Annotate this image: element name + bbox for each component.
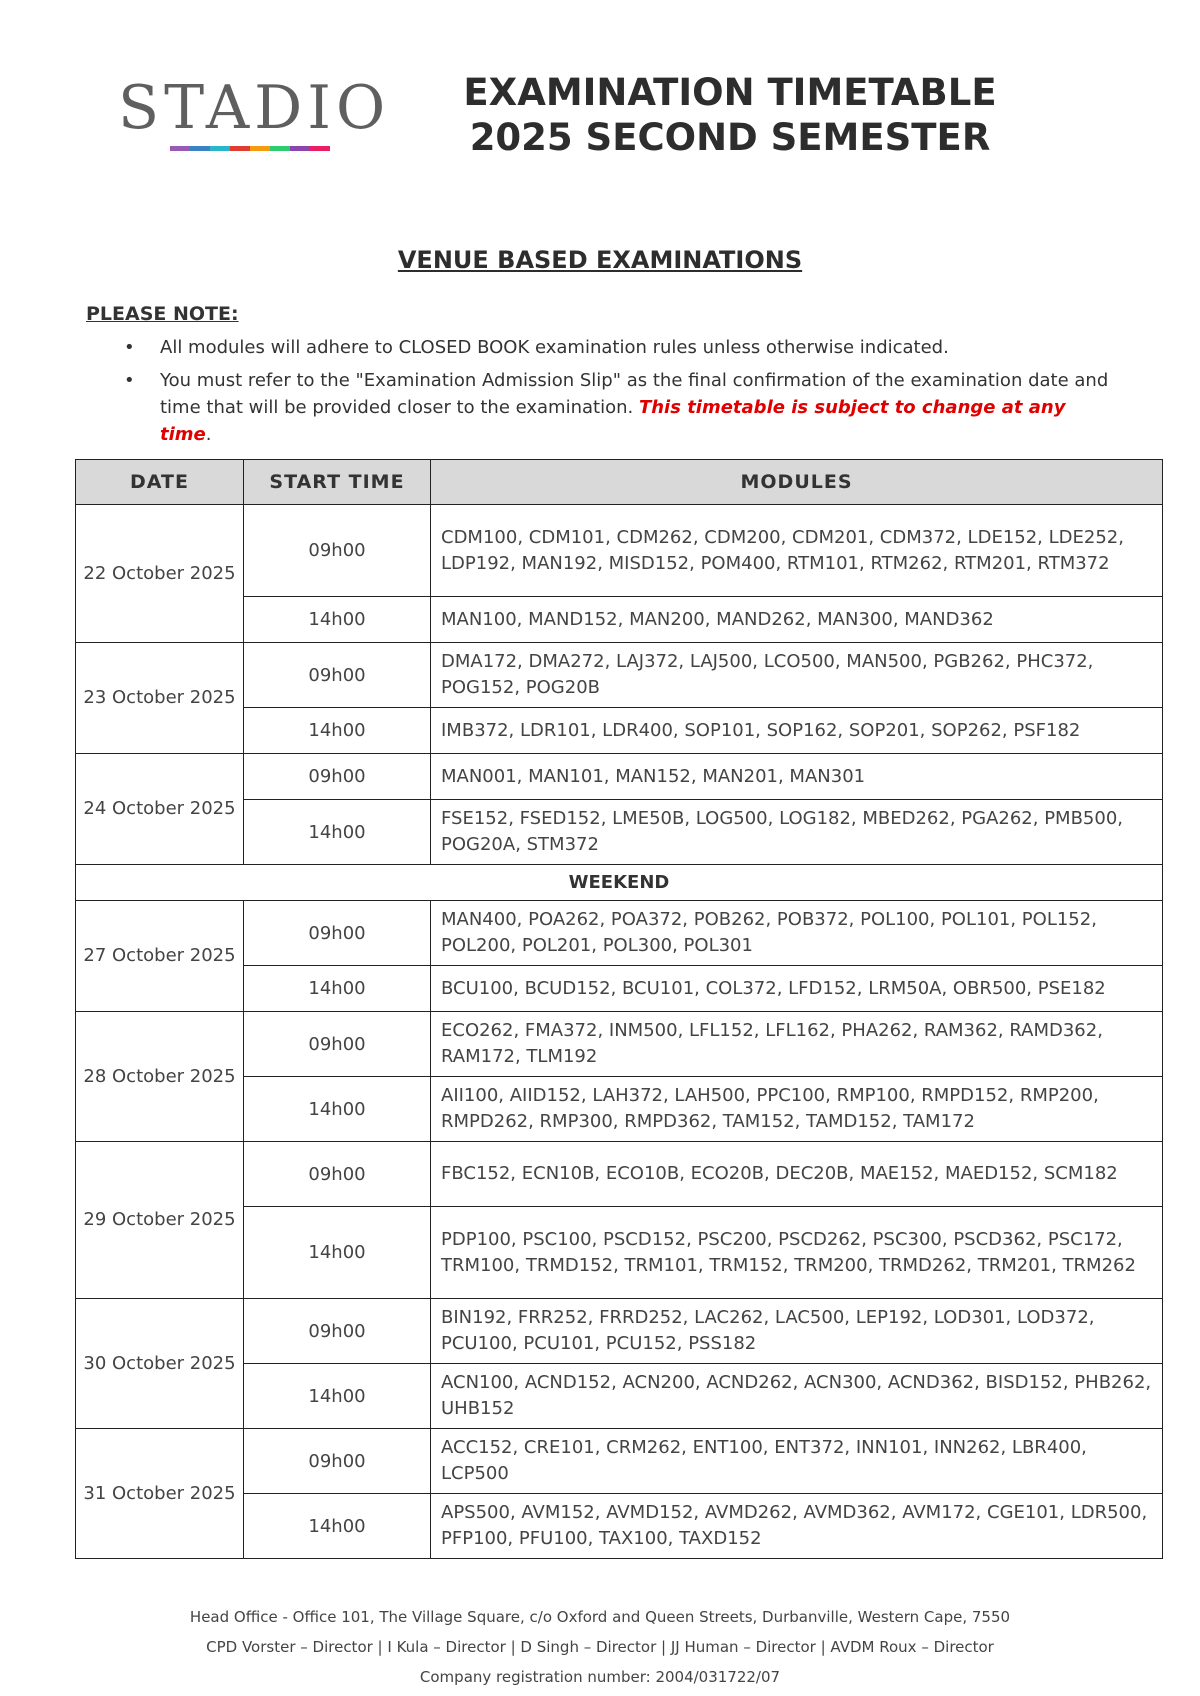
note-list [120,334,1120,454]
venue-heading: VENUE BASED EXAMINATIONS [397,246,803,274]
module-list: BCU100, BCUD152, BCU101, COL372, LFD152, LRM50A, OBR500, PSE182 [431,966,1163,1012]
module-list: APS500, AVM152, AVMD152, AVMD262, AVMD362, AVM172, CGE101, LDR500, PFP100, PFU100, TAX100, TAXD152 [431,1494,1163,1559]
start-time: 09h00 [244,1299,431,1364]
logo-color-segment [310,146,330,151]
module-list: MAN001, MAN101, MAN152, MAN201, MAN301 [431,754,1163,800]
logo-color-bar [170,146,390,151]
start-time: 14h00 [244,800,431,865]
logo-color-segment [250,146,270,151]
start-time: 14h00 [244,966,431,1012]
note-item-text: All modules will adhere to CLOSED BOOK examination rules unless otherwise indicated. [160,337,949,358]
footer [0,1602,1200,1692]
note-item-closed-book [120,334,1120,361]
exam-date: 27 October 2025 [76,901,244,1012]
footer-address: Head Office - Office 101, The Village Square, c/o Oxford and Queen Streets, Durbanville, Western Cape, 7550 [189,1608,1011,1626]
module-list: ACN100, ACND152, ACN200, ACND262, ACN300, ACND362, BISD152, PHB262, UHB152 [431,1364,1163,1429]
column-header-start-time: START TIME [244,460,431,505]
module-list: FSE152, FSED152, LME50B, LOG500, LOG182, MBED262, PGA262, PMB500, POG20A, STM372 [431,800,1163,865]
module-list: DMA172, DMA272, LAJ372, LAJ500, LCO500, MAN500, PGB262, PHC372, POG152, POG20B [431,643,1163,708]
exam-date: 31 October 2025 [76,1429,244,1559]
exam-date: 28 October 2025 [76,1012,244,1142]
stadio-logo [118,73,391,151]
exam-date: 29 October 2025 [76,1142,244,1299]
weekend-label: WEEKEND [76,865,1163,901]
exam-date: 30 October 2025 [76,1299,244,1429]
logo-color-segment [270,146,290,151]
start-time: 14h00 [244,1077,431,1142]
column-header-modules: MODULES [431,460,1163,505]
logo-color-segment [290,146,310,151]
start-time: 14h00 [244,708,431,754]
footer-registration: Company registration number: 2004/031722/07 [419,1668,781,1686]
module-list: MAN100, MAND152, MAN200, MAND262, MAN300, MAND362 [431,597,1163,643]
logo-wordmark: STADIO [118,73,391,143]
logo-color-segment [210,146,230,151]
table-header-row [76,460,1163,505]
start-time: 09h00 [244,643,431,708]
page-title [440,70,1020,160]
exam-date: 22 October 2025 [76,505,244,643]
module-list: PDP100, PSC100, PSCD152, PSC200, PSCD262, PSC300, PSCD362, PSC172, TRM100, TRMD152, TRM101, TRM152, TRM200, TRMD262, TRM201, TRM262 [431,1207,1163,1299]
start-time: 09h00 [244,754,431,800]
module-list: FBC152, ECN10B, ECO10B, ECO20B, DEC20B, MAE152, MAED152, SCM182 [431,1142,1163,1207]
start-time: 14h00 [244,597,431,643]
footer-directors: CPD Vorster – Director | I Kula – Director | D Singh – Director | JJ Human – Director | AVDM Roux – Director [206,1638,994,1656]
start-time: 09h00 [244,901,431,966]
module-list: IMB372, LDR101, LDR400, SOP101, SOP162, SOP201, SOP262, PSF182 [431,708,1163,754]
module-list: MAN400, POA262, POA372, POB262, POB372, POL100, POL101, POL152, POL200, POL201, POL300, POL301 [431,901,1163,966]
table-row [76,1299,1163,1364]
note-heading: PLEASE NOTE: [86,303,239,325]
table-row [76,901,1163,966]
start-time: 09h00 [244,505,431,597]
weekend-row [76,865,1163,901]
module-list: CDM100, CDM101, CDM262, CDM200, CDM201, CDM372, LDE152, LDE252, LDP192, MAN192, MISD152, POM400, RTM101, RTM262, RTM201, RTM372 [431,505,1163,597]
change-warning: This timetable is subject to change at any time [160,397,1066,445]
table-row [76,1012,1163,1077]
start-time: 14h00 [244,1494,431,1559]
note-item-text: You must refer to the "Examination Admission Slip" as the final confirmation of the examination date and time that will be provided closer to the examination. [160,370,1109,418]
module-list: AII100, AIID152, LAH372, LAH500, PPC100, RMP100, RMPD152, RMP200, RMPD262, RMP300, RMPD362, TAM152, TAMD152, TAM172 [431,1077,1163,1142]
table-row [76,505,1163,597]
exam-date: 24 October 2025 [76,754,244,865]
logo-color-segment [170,146,190,151]
start-time: 09h00 [244,1429,431,1494]
start-time: 09h00 [244,1012,431,1077]
start-time: 09h00 [244,1142,431,1207]
logo-color-segment [190,146,210,151]
table-row [76,754,1163,800]
module-list: BIN192, FRR252, FRRD252, LAC262, LAC500, LEP192, LOD301, LOD372, PCU100, PCU101, PCU152, PSS182 [431,1299,1163,1364]
exam-timetable [75,459,1163,1559]
note-item-end: . [205,424,212,445]
module-list: ACC152, CRE101, CRM262, ENT100, ENT372, INN101, INN262, LBR400, LCP500 [431,1429,1163,1494]
module-list: ECO262, FMA372, INM500, LFL152, LFL162, PHA262, RAM362, RAMD362, RAM172, TLM192 [431,1012,1163,1077]
column-header-date: DATE [76,460,244,505]
table-row [76,643,1163,708]
title-line-1: EXAMINATION TIMETABLE [463,71,997,114]
start-time: 14h00 [244,1364,431,1429]
title-line-2: 2025 SECOND SEMESTER [469,116,991,159]
start-time: 14h00 [244,1207,431,1299]
exam-date: 23 October 2025 [76,643,244,754]
table-row [76,1142,1163,1207]
table-row [76,1429,1163,1494]
logo-color-segment [230,146,250,151]
note-item-admission-slip [120,367,1120,448]
